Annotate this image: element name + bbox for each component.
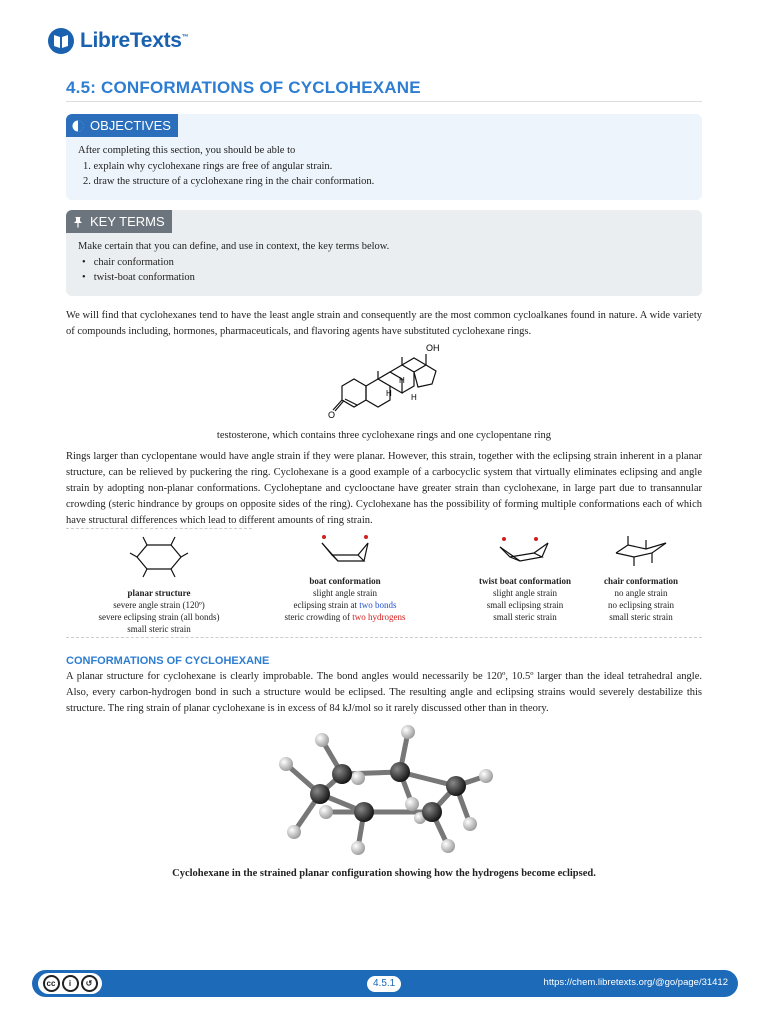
- conformation-name: planar structure: [127, 588, 191, 598]
- page-footer: [32, 970, 738, 997]
- key-terms-intro: Make certain that you can define, and use in context, the key terms below.: [78, 241, 390, 252]
- conformation-detail: steric crowding of two hydrogens: [284, 612, 406, 622]
- intro-paragraph: We will find that cyclohexanes tend to have the least angle strain and consequently are the most common cycloalkanes found in nature. A wide variety of compounds including, hormones, pharmaceuticals, and flavoring agents have substituted cyclohexane rings.: [66, 310, 702, 337]
- key-terms-list: [82, 255, 389, 286]
- objective-item: 1. explain why cyclohexane rings are free of angular strain.: [83, 159, 374, 175]
- planar-paragraph: A planar structure for cyclohexane is clearly improbable. The bond angles would necessarily be 120º, 10.5º larger than the ideal tetrahedral angle. Also, every carbon-hydrogen bond in such a structure would be eclipsed. The resulting angle and eclipsing strains would severely destabilize this structure. The ring strain of planar cyclohexane is in excess of 84 kJ/mol so it rarely discussed other than in theory.: [66, 671, 702, 714]
- conformation-detail: severe angle strain (120º): [113, 600, 205, 610]
- planar-cyclohexane-model: [272, 722, 496, 856]
- objective-item: 2. draw the structure of a cyclohexane ring in the chair conformation.: [83, 174, 374, 190]
- planar-structure-drawing: [129, 533, 189, 581]
- conformation-name: chair conformation: [603, 576, 679, 586]
- figure-divider: [66, 637, 702, 638]
- conformation-name: boat conformation: [309, 576, 381, 586]
- hydrogen-label: H: [399, 376, 405, 385]
- share-alike-icon: ↺: [81, 975, 98, 992]
- conformation-detail: no eclipsing strain: [608, 600, 674, 610]
- conformation-name: twist boat conformation: [479, 576, 571, 586]
- section-heading: CONFORMATIONS OF CYCLOHEXANE: [66, 655, 270, 667]
- conformation-detail: small steric strain: [609, 612, 673, 622]
- conformation-detail: small eclipsing strain: [486, 600, 564, 610]
- eclipsing-highlight: two bonds: [359, 600, 397, 610]
- logo-text: LibreTexts™: [80, 29, 189, 52]
- objectives-box: [66, 114, 702, 200]
- conformation-detail: small steric strain: [127, 624, 191, 634]
- objectives-header: [66, 114, 178, 137]
- conformation-detail: slight angle strain: [493, 588, 557, 598]
- oh-label: OH: [426, 343, 440, 353]
- testosterone-caption: testosterone, which contains three cyclohexane rings and one cyclopentane ring: [216, 430, 552, 441]
- page-number: 4.5.1: [367, 976, 401, 992]
- page-url-link[interactable]: https://chem.libretexts.org/@go/page/31412: [543, 977, 728, 988]
- libretexts-logo[interactable]: [46, 26, 188, 56]
- conformation-detail: eclipsing strain at two bonds: [293, 600, 397, 610]
- boat-conformation-panel: [272, 533, 418, 623]
- steric-highlight: two hydrogens: [352, 612, 406, 622]
- key-term-item: • twist-boat conformation: [82, 270, 389, 286]
- conformation-detail: slight angle strain: [313, 588, 377, 598]
- attribution-icon: i: [62, 975, 79, 992]
- rings-paragraph: Rings larger than cyclopentane would have angle strain if they were planar. However, this strain, together with the eclipsing strain inherent in a planar structure, can be relieved by puckering the ring. Cyclohexane is a good example of a carbocyclic system that virtually eliminates eclipsing and angle strain by adopting non-planar conformations. Cycloheptane and cyclooctane have greater strain than cyclohexane, in large part due to transannular crowding (steric hindrance by groups on opposite sides of the ring). Cyclohexane has the possibility of forming multiple conformations each of which have structural differences which lead to different amounts of ring strain.: [66, 451, 702, 526]
- oxygen-label: O: [328, 410, 336, 420]
- testosterone-structure: [322, 338, 452, 424]
- figure-divider: [66, 528, 252, 529]
- model-caption: Cyclohexane in the strained planar configuration showing how the hydrogens become eclipsed.: [172, 868, 596, 879]
- chair-conformation-drawing: [610, 533, 672, 569]
- conformation-detail: no angle strain: [614, 588, 668, 598]
- libretexts-globe-icon: [46, 26, 76, 56]
- chair-conformation-panel: [568, 533, 714, 623]
- page-title: 4.5: CONFORMATIONS OF CYCLOHEXANE: [66, 78, 421, 97]
- twist-boat-conformation-drawing: [494, 533, 556, 569]
- key-terms-title: KEY TERMS: [90, 214, 165, 229]
- cc-license-badge[interactable]: [38, 973, 102, 994]
- conformation-detail: small steric strain: [493, 612, 557, 622]
- boat-conformation-drawing: [314, 533, 376, 569]
- key-term-item: • chair conformation: [82, 255, 389, 271]
- key-terms-box: [66, 210, 702, 296]
- objectives-title: OBJECTIVES: [90, 118, 171, 133]
- pin-icon: [72, 216, 84, 228]
- conformation-detail: severe eclipsing strain (all bonds): [98, 612, 220, 622]
- hydrogen-label: H: [411, 393, 417, 402]
- hydrogen-label: H: [386, 389, 392, 398]
- contrast-icon: [72, 120, 84, 132]
- cc-icon: cc: [43, 975, 60, 992]
- objectives-list: [83, 159, 374, 190]
- objectives-intro: After completing this section, you should be able to: [78, 145, 296, 156]
- key-terms-header: [66, 210, 172, 233]
- planar-structure-panel: [86, 533, 232, 635]
- title-divider: [66, 101, 702, 102]
